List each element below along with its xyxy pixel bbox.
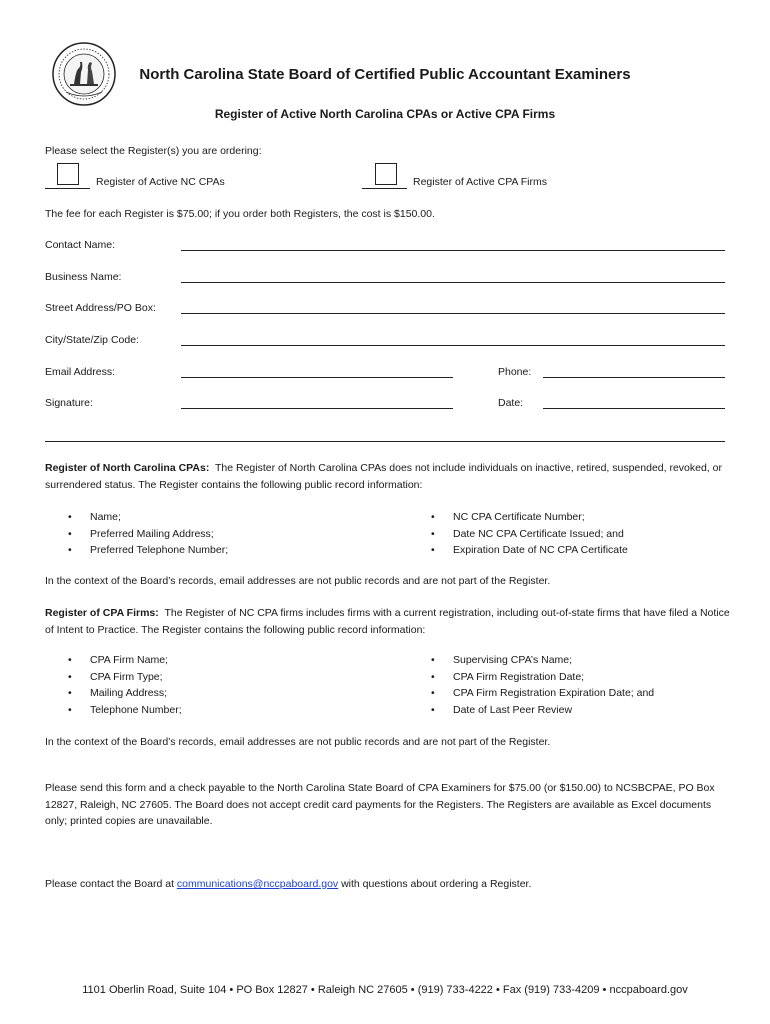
- list-item: • Mailing Address;: [68, 685, 182, 702]
- list-item: • CPA Firm Type;: [68, 669, 182, 686]
- option-firms-underline: [362, 188, 407, 189]
- firm-register-description: [45, 605, 730, 638]
- list-item: • Supervising CPA’s Name;: [431, 652, 654, 669]
- city-state-zip-field[interactable]: [181, 345, 725, 346]
- contact-name-field[interactable]: [181, 250, 725, 251]
- cpa-register-list-right: [431, 509, 628, 559]
- cpa-register-list-left: [68, 509, 228, 559]
- signature-field[interactable]: [181, 408, 453, 409]
- firm-register-email-note: In the context of the Board’s records, email addresses are not public records and are not part of the Register.: [45, 736, 551, 748]
- list-item: • Date of Last Peer Review: [431, 702, 654, 719]
- board-email-link[interactable]: communications@nccpaboard.gov: [176, 878, 339, 890]
- cpa-register-description: [45, 460, 730, 493]
- street-address-field[interactable]: [181, 313, 725, 314]
- firm-register-list-right: [431, 652, 654, 718]
- register-cpas-checkbox[interactable]: [57, 163, 79, 185]
- list-item: • Name;: [68, 509, 228, 526]
- list-item: • Preferred Mailing Address;: [68, 526, 228, 543]
- signature-label: Signature:: [45, 397, 93, 409]
- list-item: • Telephone Number;: [68, 702, 182, 719]
- contact-name-label: Contact Name:: [45, 239, 116, 251]
- business-name-label: Business Name:: [45, 271, 122, 283]
- firm-register-text: The Register of NC CPA firms includes firms with a current registration, including out-of-state firms that have filed a Notice of Intent to Practice. The Register contains the following public record information:: [45, 607, 730, 636]
- list-item: • Expiration Date of NC CPA Certificate: [431, 542, 628, 559]
- register-firms-label: Register of Active CPA Firms: [413, 176, 548, 188]
- list-item: • CPA Firm Name;: [68, 652, 182, 669]
- section-divider: [45, 441, 725, 442]
- cpa-register-text: The Register of North Carolina CPAs does not include individuals on inactive, retired, suspended, revoked, or surrendered status. The Register contains the following public record information:: [45, 462, 722, 491]
- date-field[interactable]: [543, 408, 725, 409]
- business-name-field[interactable]: [181, 282, 725, 283]
- phone-field[interactable]: [543, 377, 725, 378]
- phone-label: Phone:: [498, 366, 532, 378]
- payment-instructions: Please send this form and a check payable to the North Carolina State Board of CPA Examiners for $75.00 (or $150.00) to NCSBCPAE, PO Box 12827, Raleigh, NC 27605. The Board does not accept credit card payments for the Registers. The Registers are available as Excel documents only; printed copies are unavailable.: [45, 782, 715, 827]
- page-subtitle: Register of Active North Carolina CPAs or Active CPA Firms: [214, 107, 556, 121]
- contact-note: [45, 876, 730, 893]
- select-prompt: Please select the Register(s) you are ordering:: [45, 145, 262, 157]
- register-firms-checkbox[interactable]: [375, 163, 397, 185]
- list-item: • NC CPA Certificate Number;: [431, 509, 628, 526]
- firm-register-list-left: [68, 652, 182, 718]
- footer-address: 1101 Oberlin Road, Suite 104 • PO Box 12827 • Raleigh NC 27605 • (919) 733-4222 • Fax (919) 733-4209 • nccpaboard.gov: [82, 984, 688, 996]
- street-address-label: Street Address/PO Box:: [45, 302, 156, 314]
- cpa-register-email-note: In the context of the Board’s records, email addresses are not public records and are not part of the Register.: [45, 575, 551, 587]
- list-item: • Preferred Telephone Number;: [68, 542, 228, 559]
- contact-suffix: with questions about ordering a Register.: [341, 878, 532, 890]
- register-cpas-label: Register of Active NC CPAs: [96, 176, 225, 188]
- list-item: • CPA Firm Registration Expiration Date; and: [431, 685, 654, 702]
- contact-prefix: Please contact the Board at: [45, 878, 174, 890]
- list-item: • Date NC CPA Certificate Issued; and: [431, 526, 628, 543]
- fee-note: The fee for each Register is $75.00; if you order both Registers, the cost is $150.00.: [45, 208, 435, 220]
- list-item: • CPA Firm Registration Date;: [431, 669, 654, 686]
- email-label: Email Address:: [45, 366, 116, 378]
- firm-register-heading: Register of CPA Firms:: [45, 607, 159, 619]
- email-field[interactable]: [181, 377, 453, 378]
- date-label: Date:: [498, 397, 524, 409]
- cpa-register-heading: Register of North Carolina CPAs:: [45, 462, 210, 474]
- page-title: North Carolina State Board of Certified Public Accountant Examiners: [139, 66, 631, 83]
- option-cpas-underline: [45, 188, 90, 189]
- city-state-zip-label: City/State/Zip Code:: [45, 334, 139, 346]
